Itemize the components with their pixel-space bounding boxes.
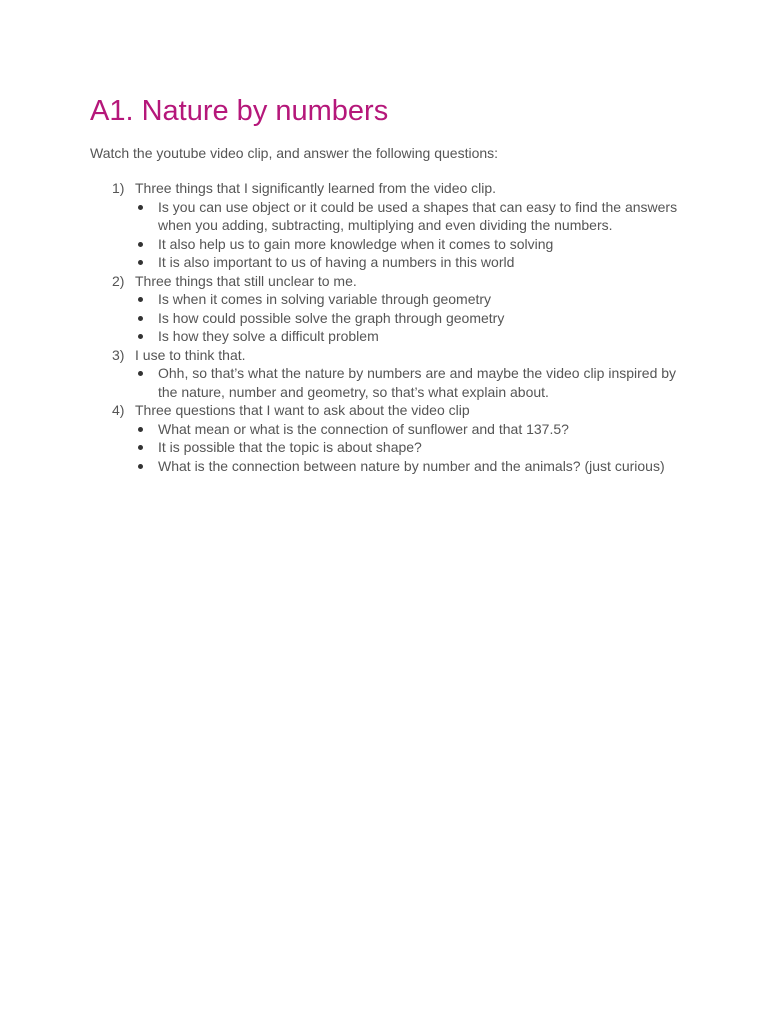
answer-text: Is when it comes in solving variable through geometry bbox=[158, 291, 492, 307]
bullet-icon bbox=[138, 427, 143, 432]
answer-list bbox=[135, 290, 680, 346]
answer-list bbox=[135, 420, 680, 476]
answer-text: Is how could possible solve the graph through geometry bbox=[158, 309, 505, 326]
answer-list bbox=[135, 364, 680, 401]
question-item-3 bbox=[90, 346, 680, 402]
answer-list bbox=[135, 198, 680, 272]
question-list bbox=[90, 179, 680, 475]
answer-item bbox=[135, 235, 680, 254]
answer-text: What is the connection between nature by number and the animals? (just curious) bbox=[158, 457, 665, 474]
question-number: 4) bbox=[112, 402, 125, 418]
question-item-2 bbox=[90, 272, 680, 346]
question-text: Three things that still unclear to me. bbox=[135, 272, 357, 289]
answer-text: Ohh, so that’s what the nature by numbers are and maybe the video clip inspired by the nature, number and geometry, so that’s what explain about. bbox=[158, 365, 677, 400]
page-title: A1. Nature by numbers bbox=[90, 95, 389, 127]
answer-item bbox=[135, 290, 680, 309]
answer-item bbox=[135, 438, 680, 457]
answer-text: It is possible that the topic is about shape? bbox=[158, 439, 422, 455]
bullet-icon bbox=[138, 260, 143, 265]
bullet-icon bbox=[138, 205, 143, 210]
answer-item bbox=[135, 253, 680, 272]
answer-item bbox=[135, 198, 680, 235]
bullet-icon bbox=[138, 316, 143, 321]
question-number: 2) bbox=[112, 272, 125, 289]
answer-item bbox=[135, 457, 680, 476]
bullet-icon bbox=[138, 334, 143, 339]
bullet-icon bbox=[138, 371, 143, 376]
question-text: Three things that I significantly learned from the video clip. bbox=[135, 180, 497, 196]
answer-item bbox=[135, 309, 680, 328]
answer-item bbox=[135, 327, 680, 346]
bullet-icon bbox=[138, 445, 143, 450]
answer-text: Is how they solve a difficult problem bbox=[158, 328, 379, 344]
question-number: 3) bbox=[112, 346, 125, 363]
answer-item bbox=[135, 420, 680, 439]
question-text: I use to think that. bbox=[135, 346, 246, 363]
question-text: Three questions that I want to ask about the video clip bbox=[135, 402, 470, 418]
answer-text: It is also important to us of having a numbers in this world bbox=[158, 254, 515, 270]
answer-item bbox=[135, 364, 680, 401]
answer-text: What mean or what is the connection of sunflower and that 137.5? bbox=[158, 420, 569, 437]
bullet-icon bbox=[138, 464, 143, 469]
question-item-4 bbox=[90, 401, 680, 475]
answer-text: It also help us to gain more knowledge when it comes to solving bbox=[158, 235, 554, 252]
question-item-1 bbox=[90, 179, 680, 272]
bullet-icon bbox=[138, 242, 143, 247]
answer-text: Is you can use object or it could be used a shapes that can easy to find the answers when you adding, subtracting, multiplying and even dividing the numbers. bbox=[158, 198, 678, 233]
intro-text: Watch the youtube video clip, and answer the following questions: bbox=[90, 145, 499, 161]
question-number: 1) bbox=[112, 180, 125, 196]
bullet-icon bbox=[138, 297, 143, 302]
